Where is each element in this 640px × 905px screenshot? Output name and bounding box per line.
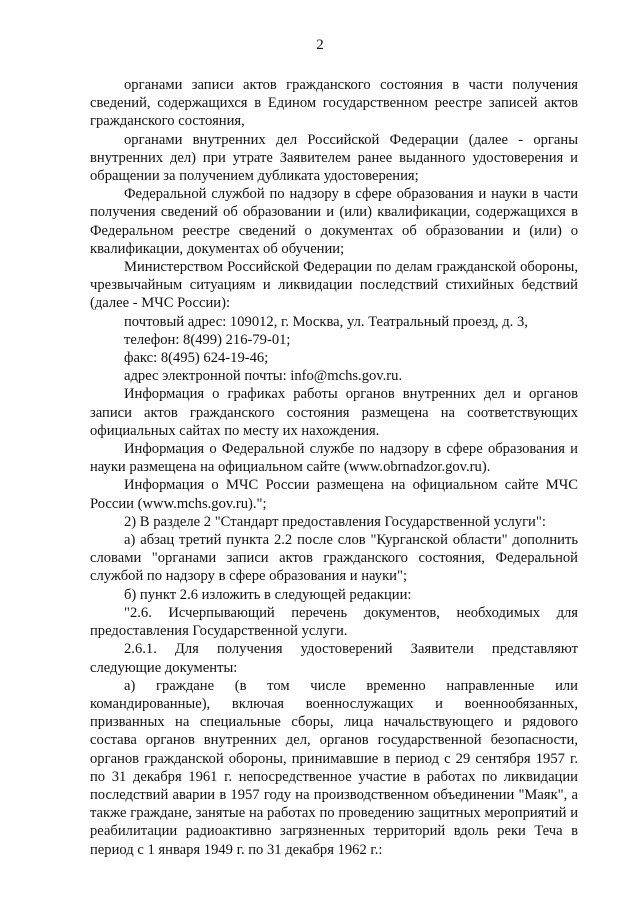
paragraph: органами внутренних дел Российской Федерации (далее - органы внутренних дел) при утрате Заявителем ранее выданного удостоверения и обращении за получением дубликата удостоверения; (90, 131, 578, 185)
paragraph: 2) В разделе 2 "Стандарт предоставления Государственной услуги": (124, 513, 546, 530)
paragraph: а) абзац третий пункта 2.2 после слов "Курганской области" дополнить словами "органами записи актов гражданского состояния, Федеральной службой по надзору в сфере образования и науки"; (90, 532, 578, 585)
postal-address: почтовый адрес: 109012, г. Москва, ул. Театральный проезд, д. 3, (124, 313, 528, 330)
paragraph: органами записи актов гражданского состояния в части получения сведений, содержащихся в Едином государственном реестре записей актов гражданского состояния, (90, 77, 578, 130)
paragraph: 2.6.1. Для получения удостоверений Заявители представляют следующие документы: (90, 641, 578, 676)
phone: телефон: 8(499) 216-79-01; (124, 331, 291, 348)
document-body (90, 76, 578, 859)
email-address: адрес электронной почты: info@mchs.gov.ru. (124, 368, 403, 385)
paragraph: Информация о МЧС России размещена на официальном сайте МЧС России (www.mchs.gov.ru)."; (90, 477, 578, 512)
page-number: 2 (316, 37, 324, 53)
paragraph: а) граждане (в том числе временно направленные или командированные), включая военнослужащих и военнообязанных, призванных на специальные сборы, лица начальствующего и рядового состава органов внутренних дел, органов государственной безопасности, органов гражданской обороны, принимавшие в период с 29 сентября 1957 г. по 31 декабря 1961 г. непосредственное участие в работах по ликвидации последствий аварии в 1957 году на производственном объединении "Маяк", а также граждане, занятые на работах по проведению защитных мероприятий и реабилитации радиоактивно загрязненных территорий вдоль реки Теча в период с 1 января 1949 г. по 31 декабря 1962 г.: (90, 677, 578, 858)
paragraph: "2.6. Исчерпывающий перечень документов, необходимых для предоставления Государственной услуги. (90, 604, 578, 640)
fax: факс: 8(495) 624-19-46; (124, 350, 269, 367)
paragraph: Министерством Российской Федерации по делам гражданской обороны, чрезвычайным ситуациям и ликвидации последствий стихийных бедствий (далее - МЧС России): (90, 259, 578, 312)
paragraph: Информация о графиках работы органов внутренних дел и органов записи актов гражданского состояния размещена на соответствующих официальных сайтах по месту их нахождения. (90, 386, 578, 439)
paragraph: Информация о Федеральной службе по надзору в сфере образования и науки размещена на официальном сайте (www.obrnadzor.gov.ru). (90, 441, 578, 476)
paragraph: Федеральной службой по надзору в сфере образования и науки в части получения сведений об образовании и (или) квалификации, содержащихся в Федеральном реестре сведений о документах об образовании и (или) о квалификации, документах об обучении; (90, 186, 578, 257)
paragraph: б) пункт 2.6 изложить в следующей редакции: (124, 586, 412, 603)
